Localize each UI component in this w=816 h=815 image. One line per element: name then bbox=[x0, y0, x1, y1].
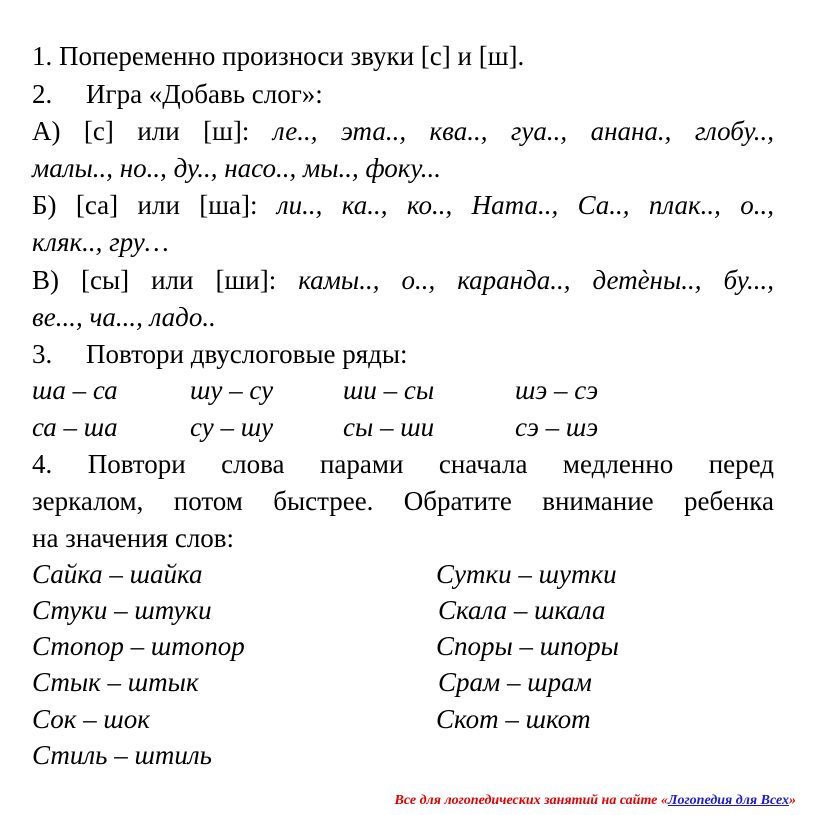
exercise-b-words-1: ли.., ка.., ко.., Ната.., Са.., плак.., о.., bbox=[276, 190, 774, 220]
footer-prefix: Все для логопедических занятий на сайте « bbox=[394, 793, 668, 808]
exercise-a-words-1: ле.., эта.., ква.., гуа.., анана., глобу.., bbox=[272, 116, 774, 146]
syllable-cell: су – шу bbox=[190, 412, 274, 442]
syllable-cell: са – ша bbox=[32, 412, 118, 442]
footer-credit bbox=[0, 792, 796, 810]
word-pair: Скот – шкот bbox=[436, 704, 591, 734]
word-pair: Сок – шок bbox=[32, 704, 150, 734]
item-4-line-2: зеркалом, потом быстрее. Обратите внимание ребенка bbox=[32, 486, 774, 516]
footer-suffix: » bbox=[789, 793, 796, 808]
item-3-text: Повтори двуслоговые ряды: bbox=[86, 339, 408, 369]
word-pair: Скала – шкала bbox=[438, 595, 606, 625]
syllable-cell: шэ – сэ bbox=[515, 375, 599, 405]
word-pair: Споры – шпоры bbox=[436, 631, 619, 661]
site-link[interactable]: Логопедия для Всех bbox=[667, 793, 789, 808]
exercise-b-words-2: кляк.., гру… bbox=[32, 227, 169, 257]
word-pair: Срам – шрам bbox=[438, 667, 592, 697]
item-2-text: Игра «Добавь слог»: bbox=[86, 79, 323, 109]
exercise-a-line-1 bbox=[32, 113, 774, 149]
word-pair: Стык – штык bbox=[32, 667, 199, 697]
word-pair: Стопор – штопор bbox=[32, 631, 245, 661]
exercise-v-words-2: ве..., ча..., ладо.. bbox=[32, 302, 216, 332]
syllable-cell: шу – су bbox=[190, 375, 274, 405]
exercise-v-line-1 bbox=[32, 262, 774, 298]
exercise-b-label: Б) [са] или [ша]: bbox=[32, 190, 277, 220]
word-pair: Сутки – шутки bbox=[436, 559, 617, 589]
word-pair: Стиль – штиль bbox=[32, 740, 212, 770]
item-2-number: 2. bbox=[32, 79, 53, 109]
syllable-cell: ши – сы bbox=[343, 375, 435, 405]
item-2 bbox=[32, 76, 774, 112]
syllable-cell: ша – са bbox=[32, 375, 118, 405]
word-pair: Стуки – штуки bbox=[32, 595, 212, 625]
item-4-line-3: на значения слов: bbox=[32, 523, 235, 553]
item-3-number: 3. bbox=[32, 339, 53, 369]
item-1: 1. Попеременно произноси звуки [с] и [ш]. bbox=[32, 41, 525, 71]
word-pair: Сайка – шайка bbox=[32, 559, 203, 589]
exercise-a-words-2: малы.., но.., ду.., насо.., мы.., фоку... bbox=[32, 153, 441, 183]
syllable-cell: сэ – шэ bbox=[515, 412, 599, 442]
item-3 bbox=[32, 336, 774, 372]
item-4-line-1: 4. Повтори слова парами сначала медленно перед bbox=[32, 449, 774, 479]
exercise-v-label: В) [сы] или [ши]: bbox=[32, 265, 299, 295]
exercise-v-words-1: камы.., о.., каранда.., детѐны.., бу..., bbox=[298, 265, 774, 295]
syllable-cell: сы – ши bbox=[343, 412, 435, 442]
exercise-a-label: А) [с] или [ш]: bbox=[32, 116, 273, 146]
exercise-b-line-1 bbox=[32, 187, 774, 223]
